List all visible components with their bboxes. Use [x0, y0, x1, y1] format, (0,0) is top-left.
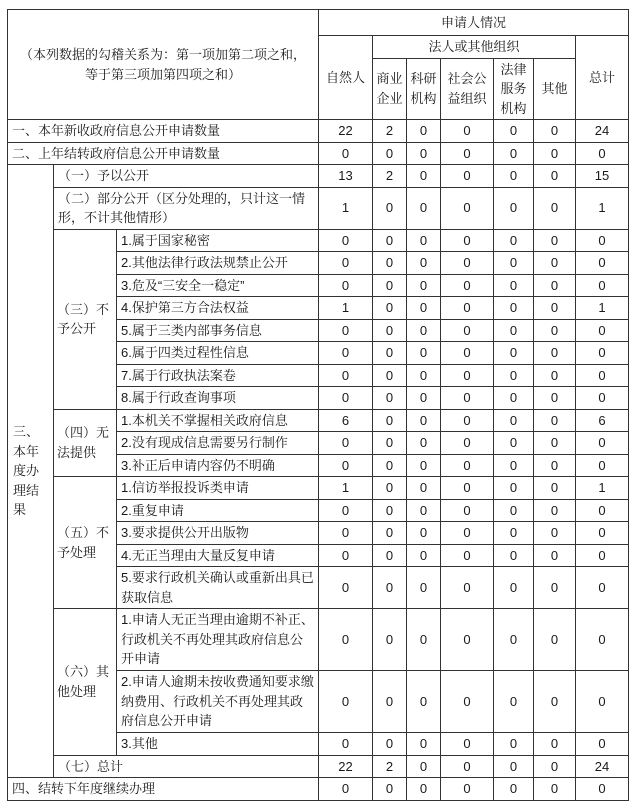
value-cell: 0 — [576, 364, 629, 387]
value-cell: 0 — [319, 778, 373, 801]
value-cell: 0 — [373, 252, 407, 275]
value-cell: 0 — [494, 778, 534, 801]
value-cell: 0 — [319, 274, 373, 297]
value-cell: 0 — [576, 142, 629, 165]
value-cell: 1 — [319, 187, 373, 229]
value-cell: 0 — [441, 187, 494, 229]
value-cell: 0 — [441, 165, 494, 188]
disclosure-request-table — [7, 9, 629, 801]
value-cell: 0 — [373, 499, 407, 522]
value-cell: 0 — [441, 671, 494, 733]
value-cell: 0 — [407, 522, 441, 545]
value-cell: 0 — [373, 387, 407, 410]
value-cell: 0 — [494, 252, 534, 275]
value-cell: 0 — [494, 319, 534, 342]
table-row — [8, 120, 629, 143]
row-label-state-secret: 1.属于国家秘密 — [117, 229, 319, 252]
value-cell: 0 — [441, 274, 494, 297]
value-cell: 0 — [407, 252, 441, 275]
value-cell: 0 — [407, 165, 441, 188]
value-cell: 0 — [441, 544, 494, 567]
value-cell: 0 — [319, 387, 373, 410]
value-cell: 0 — [407, 477, 441, 500]
value-cell: 0 — [441, 297, 494, 320]
applicant-situation-header: 申请人情况 — [319, 10, 629, 36]
value-cell: 0 — [441, 567, 494, 609]
value-cell: 0 — [407, 499, 441, 522]
value-cell: 0 — [373, 454, 407, 477]
value-cell: 0 — [534, 409, 576, 432]
row-label-law-prohibited: 2.其他法律行政法规禁止公开 — [117, 252, 319, 275]
col-header-other: 其他 — [534, 58, 576, 120]
value-cell: 0 — [441, 477, 494, 500]
value-cell: 6 — [576, 409, 629, 432]
value-cell: 0 — [534, 522, 576, 545]
value-cell: 0 — [407, 319, 441, 342]
value-cell: 0 — [441, 755, 494, 778]
value-cell: 0 — [534, 755, 576, 778]
table-row — [8, 409, 629, 432]
value-cell: 2 — [373, 165, 407, 188]
value-cell: 0 — [319, 671, 373, 733]
value-cell: 0 — [494, 187, 534, 229]
value-cell: 0 — [373, 671, 407, 733]
row-label-overdue-no-payment: 2.申请人逾期未按收费通知要求缴纳费用、行政机关不再处理其政府信息公开申请 — [117, 671, 319, 733]
value-cell: 0 — [494, 671, 534, 733]
value-cell: 0 — [319, 733, 373, 756]
value-cell: 0 — [534, 477, 576, 500]
row-label-admin-inquiry: 8.属于行政查询事项 — [117, 387, 319, 410]
col-header-legal-service: 法律服务机构 — [494, 58, 534, 120]
value-cell: 0 — [441, 499, 494, 522]
group-label-not-processed: （五）不予处理 — [54, 477, 117, 609]
value-cell: 0 — [407, 342, 441, 365]
value-cell: 0 — [534, 165, 576, 188]
value-cell: 0 — [576, 499, 629, 522]
value-cell: 0 — [441, 319, 494, 342]
value-cell: 0 — [534, 778, 576, 801]
value-cell: 0 — [407, 544, 441, 567]
value-cell: 0 — [576, 544, 629, 567]
value-cell: 0 — [319, 454, 373, 477]
value-cell: 0 — [373, 187, 407, 229]
value-cell: 0 — [534, 274, 576, 297]
value-cell: 0 — [441, 454, 494, 477]
value-cell: 0 — [534, 733, 576, 756]
value-cell: 0 — [407, 229, 441, 252]
value-cell: 0 — [494, 409, 534, 432]
table-row — [8, 477, 629, 500]
value-cell: 0 — [494, 522, 534, 545]
col-header-social-welfare: 社会公益组织 — [441, 58, 494, 120]
value-cell: 0 — [534, 229, 576, 252]
value-cell: 0 — [494, 499, 534, 522]
row-label-section-total: （七）总计 — [54, 755, 319, 778]
value-cell: 0 — [441, 229, 494, 252]
value-cell: 0 — [319, 229, 373, 252]
value-cell: 0 — [534, 319, 576, 342]
value-cell: 22 — [319, 755, 373, 778]
table-row — [8, 755, 629, 778]
table-row — [8, 609, 629, 671]
value-cell: 22 — [319, 120, 373, 143]
value-cell: 0 — [441, 522, 494, 545]
row-label-process-info: 6.属于四类过程性信息 — [117, 342, 319, 365]
value-cell: 0 — [373, 297, 407, 320]
value-cell: 0 — [494, 387, 534, 410]
value-cell: 0 — [319, 567, 373, 609]
value-cell: 0 — [494, 364, 534, 387]
value-cell: 0 — [441, 364, 494, 387]
value-cell: 1 — [319, 477, 373, 500]
value-cell: 1 — [576, 297, 629, 320]
value-cell: 0 — [373, 778, 407, 801]
col-header-total: 总计 — [576, 36, 629, 120]
value-cell: 0 — [534, 567, 576, 609]
value-cell: 0 — [494, 477, 534, 500]
value-cell: 0 — [441, 409, 494, 432]
table-row — [8, 165, 629, 188]
value-cell: 0 — [534, 187, 576, 229]
value-cell: 0 — [494, 755, 534, 778]
row-label-petition-complaint: 1.信访举报投诉类申请 — [117, 477, 319, 500]
value-cell: 0 — [576, 671, 629, 733]
value-cell: 0 — [534, 671, 576, 733]
value-cell: 0 — [407, 387, 441, 410]
value-cell: 0 — [576, 454, 629, 477]
value-cell: 0 — [494, 609, 534, 671]
row-label-internal-affairs: 5.属于三类内部事务信息 — [117, 319, 319, 342]
value-cell: 0 — [441, 387, 494, 410]
value-cell: 0 — [534, 120, 576, 143]
table-row — [8, 10, 629, 36]
row-label-needs-creation: 2.没有现成信息需要另行制作 — [117, 432, 319, 455]
row-label-carried-over: 二、上年结转政府信息公开申请数量 — [8, 142, 319, 165]
value-cell: 0 — [494, 120, 534, 143]
value-cell: 0 — [494, 142, 534, 165]
value-cell: 0 — [576, 432, 629, 455]
value-cell: 0 — [373, 432, 407, 455]
value-cell: 0 — [373, 274, 407, 297]
value-cell: 0 — [373, 544, 407, 567]
value-cell: 2 — [373, 120, 407, 143]
col-header-research: 科研机构 — [407, 58, 441, 120]
value-cell: 0 — [407, 297, 441, 320]
value-cell: 0 — [494, 733, 534, 756]
value-cell: 0 — [534, 499, 576, 522]
value-cell: 0 — [534, 609, 576, 671]
value-cell: 0 — [319, 522, 373, 545]
row-label-partially-disclosed: （二）部分公开（区分处理的，只计这一情形，不计其他情形） — [54, 187, 319, 229]
value-cell: 6 — [319, 409, 373, 432]
value-cell: 0 — [534, 142, 576, 165]
value-cell: 0 — [534, 432, 576, 455]
value-cell: 0 — [494, 229, 534, 252]
group-label-unable-to-provide: （四）无法提供 — [54, 409, 117, 477]
value-cell: 0 — [319, 544, 373, 567]
value-cell: 0 — [373, 364, 407, 387]
value-cell: 0 — [441, 142, 494, 165]
value-cell: 1 — [576, 477, 629, 500]
group-label-not-disclosed: （三）不予公开 — [54, 229, 117, 409]
value-cell: 0 — [373, 567, 407, 609]
value-cell: 0 — [441, 609, 494, 671]
row-label-third-party-rights: 4.保护第三方合法权益 — [117, 297, 319, 320]
value-cell: 0 — [319, 319, 373, 342]
value-cell: 0 — [373, 609, 407, 671]
value-cell: 0 — [319, 342, 373, 365]
col-header-business: 商业企业 — [373, 58, 407, 120]
value-cell: 0 — [373, 229, 407, 252]
value-cell: 24 — [576, 755, 629, 778]
value-cell: 0 — [494, 342, 534, 365]
value-cell: 0 — [319, 609, 373, 671]
value-cell: 0 — [576, 733, 629, 756]
value-cell: 0 — [407, 755, 441, 778]
value-cell: 0 — [494, 432, 534, 455]
value-cell: 0 — [576, 274, 629, 297]
value-cell: 24 — [576, 120, 629, 143]
value-cell: 0 — [494, 165, 534, 188]
value-cell: 0 — [576, 252, 629, 275]
table-row — [8, 187, 629, 229]
value-cell: 0 — [534, 342, 576, 365]
col-header-natural-person: 自然人 — [319, 36, 373, 120]
value-cell: 0 — [534, 454, 576, 477]
value-cell: 0 — [407, 364, 441, 387]
value-cell: 0 — [576, 342, 629, 365]
value-cell: 0 — [373, 409, 407, 432]
value-cell: 0 — [576, 319, 629, 342]
value-cell: 0 — [319, 252, 373, 275]
value-cell: 1 — [319, 297, 373, 320]
row-label-new-requests: 一、本年新收政府信息公开申请数量 — [8, 120, 319, 143]
value-cell: 0 — [319, 499, 373, 522]
value-cell: 0 — [407, 567, 441, 609]
table-row — [8, 229, 629, 252]
value-cell: 0 — [407, 671, 441, 733]
row-label-repeat-request: 2.重复申请 — [117, 499, 319, 522]
value-cell: 0 — [441, 252, 494, 275]
reconciliation-note: （本列数据的勾稽关系为：第一项加第二项之和，等于第三项加第四项之和） — [8, 10, 319, 120]
value-cell: 0 — [319, 364, 373, 387]
legal-org-header: 法人或其他组织 — [373, 36, 576, 59]
row-label-mass-repeat: 4.无正当理由大量反复申请 — [117, 544, 319, 567]
value-cell: 0 — [319, 142, 373, 165]
group-label-other-handling: （六）其他处理 — [54, 609, 117, 756]
value-cell: 0 — [407, 274, 441, 297]
value-cell: 0 — [441, 342, 494, 365]
row-label-publications: 3.要求提供公开出版物 — [117, 522, 319, 545]
value-cell: 0 — [407, 609, 441, 671]
value-cell: 0 — [407, 187, 441, 229]
value-cell: 0 — [534, 544, 576, 567]
value-cell: 0 — [407, 409, 441, 432]
value-cell: 13 — [319, 165, 373, 188]
row-label-confirm-reissue: 5.要求行政机关确认或重新出具已获取信息 — [117, 567, 319, 609]
row-label-not-held: 1.本机关不掌握相关政府信息 — [117, 409, 319, 432]
value-cell: 0 — [494, 544, 534, 567]
value-cell: 0 — [407, 733, 441, 756]
table-row — [8, 778, 629, 801]
value-cell: 0 — [373, 142, 407, 165]
value-cell: 0 — [534, 387, 576, 410]
value-cell: 0 — [407, 432, 441, 455]
value-cell: 1 — [576, 187, 629, 229]
value-cell: 0 — [494, 567, 534, 609]
value-cell: 0 — [494, 454, 534, 477]
value-cell: 0 — [441, 432, 494, 455]
value-cell: 0 — [373, 733, 407, 756]
value-cell: 0 — [373, 522, 407, 545]
row-label-carry-to-next-year: 四、结转下年度继续办理 — [8, 778, 319, 801]
value-cell: 0 — [441, 120, 494, 143]
row-label-enforcement-files: 7.属于行政执法案卷 — [117, 364, 319, 387]
value-cell: 0 — [373, 342, 407, 365]
value-cell: 0 — [441, 733, 494, 756]
value-cell: 0 — [494, 297, 534, 320]
value-cell: 0 — [407, 778, 441, 801]
value-cell: 15 — [576, 165, 629, 188]
value-cell: 0 — [373, 319, 407, 342]
value-cell: 0 — [576, 609, 629, 671]
value-cell: 0 — [407, 120, 441, 143]
value-cell: 0 — [407, 454, 441, 477]
value-cell: 0 — [494, 274, 534, 297]
row-label-still-unclear: 3.补正后申请内容仍不明确 — [117, 454, 319, 477]
value-cell: 0 — [534, 364, 576, 387]
row-label-other-item: 3.其他 — [117, 733, 319, 756]
value-cell: 0 — [576, 778, 629, 801]
table-row — [8, 142, 629, 165]
value-cell: 2 — [373, 755, 407, 778]
value-cell: 0 — [319, 432, 373, 455]
value-cell: 0 — [534, 252, 576, 275]
value-cell: 0 — [576, 387, 629, 410]
value-cell: 0 — [576, 522, 629, 545]
row-label-disclosed: （一）予以公开 — [54, 165, 319, 188]
value-cell: 0 — [373, 477, 407, 500]
row-label-endanger-safety: 3.危及“三安全一稳定” — [117, 274, 319, 297]
value-cell: 0 — [407, 142, 441, 165]
value-cell: 0 — [576, 229, 629, 252]
value-cell: 0 — [534, 297, 576, 320]
section-label-results: 三、本年度办理结果 — [8, 165, 54, 778]
value-cell: 0 — [576, 567, 629, 609]
row-label-overdue-no-correction: 1.申请人无正当理由逾期不补正、行政机关不再处理其政府信息公开申请 — [117, 609, 319, 671]
value-cell: 0 — [441, 778, 494, 801]
